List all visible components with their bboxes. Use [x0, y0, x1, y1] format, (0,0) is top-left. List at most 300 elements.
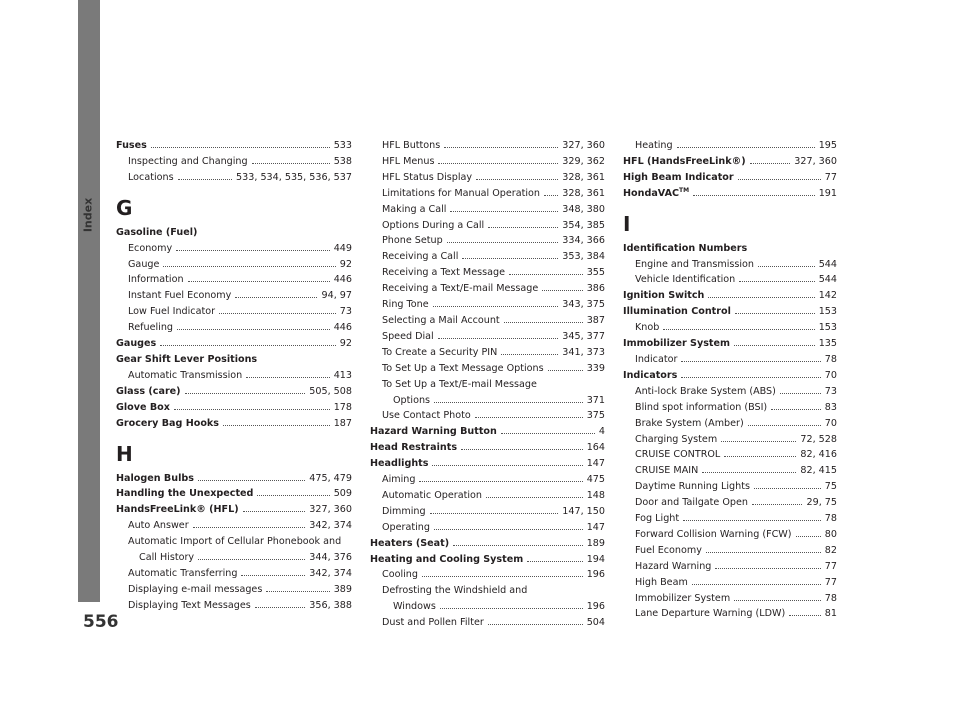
entry-label: [128, 154, 248, 170]
index-entry: [370, 440, 605, 456]
entry-label: [635, 272, 735, 288]
dot-leader: [198, 551, 305, 560]
index-subentry: [623, 320, 837, 336]
entry-label-text: Call History: [139, 552, 195, 564]
entry-label-text: Vehicle Identification: [635, 274, 736, 286]
page-references: 504: [586, 617, 605, 629]
page-references: 354, 385: [562, 219, 605, 231]
entry-label: [382, 408, 471, 424]
entry-label: [128, 241, 172, 257]
page-references: 329, 362: [562, 155, 605, 167]
index-subentry: [116, 241, 352, 257]
page-references: 475, 479: [309, 472, 352, 484]
index-subentry: [623, 495, 837, 511]
index-subentry: [623, 511, 837, 527]
page-references: 73: [339, 306, 352, 318]
dot-leader: [193, 519, 306, 528]
index-subentry: [370, 186, 605, 202]
entry-label: [635, 400, 767, 416]
entry-label: [128, 582, 262, 598]
index-subentry: [116, 257, 352, 273]
entry-label: [635, 527, 792, 543]
entry-label-text: Fog Light: [635, 513, 680, 525]
dot-leader: [693, 187, 815, 196]
entry-label-text: Daytime Running Lights: [635, 481, 750, 493]
page-references: 353, 384: [562, 251, 605, 263]
page-references: 355: [586, 267, 605, 279]
page-references: 449: [333, 242, 352, 254]
index-subentry: [623, 138, 837, 154]
index-subentry: [623, 559, 837, 575]
entry-label-text: Glove Box: [116, 401, 170, 413]
dot-leader: [677, 139, 815, 148]
dot-leader: [789, 607, 821, 616]
index-subentry: [116, 170, 352, 186]
dot-leader: [681, 369, 820, 378]
entry-label-text: Heating: [635, 140, 673, 151]
index-subentry: [370, 202, 605, 218]
entry-label: [635, 138, 673, 154]
index-entry: [623, 368, 837, 384]
index-subentry: [623, 257, 837, 273]
entry-label: [635, 511, 679, 527]
index-subentry: [370, 281, 605, 297]
entry-label: [370, 456, 428, 472]
entry-label-text: Economy: [128, 242, 173, 254]
index-subentry: [370, 138, 605, 154]
index-entry: [116, 384, 352, 400]
index-subentry: [370, 170, 605, 186]
index-subentry: [116, 304, 352, 320]
entry-label-text: Halogen Bulbs: [116, 472, 194, 484]
entry-label: [635, 320, 659, 336]
entry-label-text: CRUISE CONTROL: [635, 449, 721, 461]
index-subentry: [116, 518, 352, 534]
dot-leader: [754, 480, 821, 489]
page-references: 72, 528: [800, 433, 837, 445]
index-subentry: [370, 599, 605, 615]
entry-label: [128, 518, 189, 534]
entry-label-text: Ignition Switch: [623, 290, 705, 302]
dot-leader: [758, 258, 815, 267]
index-entry: [116, 502, 352, 518]
entry-label: [393, 393, 430, 409]
page-references: 164: [586, 442, 605, 454]
entry-label: [128, 320, 173, 336]
dot-leader: [771, 401, 821, 410]
entry-label: [382, 281, 538, 297]
entry-label: [623, 304, 731, 320]
index-subentry: [623, 591, 837, 607]
index-entry: [623, 304, 837, 320]
dot-leader: [462, 250, 558, 259]
entry-label-text: Instant Fuel Economy: [128, 290, 232, 302]
dot-leader: [739, 273, 814, 282]
dot-leader: [501, 346, 558, 355]
dot-leader: [450, 203, 558, 212]
dot-leader: [527, 553, 582, 562]
page-references: 4: [598, 426, 605, 438]
page-references: 189: [586, 537, 605, 549]
page-number: 556: [83, 612, 119, 632]
dot-leader: [266, 583, 329, 592]
entry-label-text: Options During a Call: [382, 219, 485, 231]
dot-leader: [241, 567, 305, 576]
dot-leader: [434, 521, 583, 530]
entry-label-text: Forward Collision Warning (FCW): [635, 528, 792, 540]
dot-leader: [748, 417, 821, 426]
page-references: 92: [339, 258, 352, 270]
dot-leader: [475, 409, 583, 418]
index-subentry: [623, 352, 837, 368]
index-column-2: [370, 138, 605, 631]
index-entry: [370, 536, 605, 552]
page-references: 153: [818, 306, 837, 318]
entry-label: [635, 606, 785, 622]
dot-leader: [257, 487, 329, 496]
entry-label: [635, 495, 748, 511]
entry-label: [116, 486, 253, 502]
dot-leader: [735, 305, 815, 314]
entry-label: [116, 384, 181, 400]
entry-label: [635, 559, 711, 575]
dot-leader: [174, 401, 330, 410]
entry-label: [128, 288, 231, 304]
dot-leader: [488, 616, 583, 625]
page-references: 81: [824, 608, 837, 620]
dot-leader: [430, 505, 559, 514]
entry-label-text: Brake System (Amber): [635, 417, 744, 429]
entry-label-text: Auto Answer: [128, 520, 189, 532]
page-references: 328, 361: [562, 171, 605, 183]
index-entry: [370, 552, 605, 568]
dot-leader: [160, 337, 336, 346]
entry-label-text: Displaying Text Messages: [128, 599, 251, 611]
index-subentry: [370, 265, 605, 281]
entry-label: [623, 170, 734, 186]
index-entry: [116, 416, 352, 432]
dot-leader: [252, 155, 330, 164]
entry-label-text: Use Contact Photo: [382, 410, 471, 422]
dot-leader: [178, 171, 232, 180]
entry-label-text: Heating and Cooling System: [370, 553, 524, 565]
dot-leader: [433, 298, 559, 307]
dot-leader: [544, 187, 558, 196]
index-subentry: [370, 218, 605, 234]
page-references: 475: [586, 474, 605, 486]
dot-leader: [453, 537, 583, 546]
page-references: 341, 373: [562, 346, 605, 358]
page-references: 147: [586, 521, 605, 533]
entry-label-text: To Create a Security PIN: [382, 346, 498, 358]
entry-label: [382, 520, 430, 536]
entry-label: [116, 400, 170, 416]
page-references: 178: [333, 401, 352, 413]
entry-label-text: Immobilizer System: [623, 338, 731, 350]
dot-leader: [438, 155, 558, 164]
index-entry: [623, 170, 837, 186]
index-subentry: [370, 297, 605, 313]
entry-label-text: To Set Up a Text Message Options: [382, 362, 544, 374]
entry-label-text: Hazard Warning: [635, 560, 712, 572]
index-letter-heading: I: [623, 211, 631, 236]
index-subentry: [370, 567, 605, 583]
index-subentry: [623, 479, 837, 495]
entry-label-text: Refueling: [128, 322, 173, 334]
entry-label: [370, 536, 449, 552]
entry-label-text: Illumination Control: [623, 306, 731, 318]
dot-leader: [501, 425, 595, 434]
index-entry: [116, 400, 352, 416]
index-subentry: [116, 320, 352, 336]
entry-label-text: Charging System: [635, 433, 718, 445]
entry-label: [382, 170, 472, 186]
index-subentry: [623, 384, 837, 400]
index-side-tab: [78, 0, 100, 602]
entry-label: [382, 154, 434, 170]
index-subentry: [370, 408, 605, 424]
page-references: 147: [586, 458, 605, 470]
page-references: 78: [824, 592, 837, 604]
page-references: 533, 534, 535, 536, 537: [236, 171, 352, 183]
dot-leader: [752, 496, 802, 505]
dot-leader: [434, 394, 583, 403]
page-references: 196: [586, 569, 605, 581]
page-references: 342, 374: [309, 520, 352, 532]
dot-leader: [255, 599, 306, 608]
entry-label: [382, 313, 500, 329]
entry-label: [623, 368, 677, 384]
entry-label-text: Options: [393, 394, 431, 406]
entry-label-text: Headlights: [370, 458, 429, 470]
page-references: 83: [824, 401, 837, 413]
dot-leader: [185, 385, 306, 394]
page-references: 77: [824, 576, 837, 588]
entry-label-text: Indicators: [623, 369, 678, 381]
entry-label-text: Grocery Bag Hooks: [116, 417, 220, 429]
dot-leader: [223, 417, 330, 426]
entry-label: [382, 138, 440, 154]
page-references: 73: [824, 385, 837, 397]
dot-leader: [734, 592, 821, 601]
dot-leader: [663, 321, 814, 330]
entry-label-text: HFL Status Display: [382, 171, 473, 183]
entry-label-text: Head Restraints: [370, 442, 458, 454]
page-references: 328, 361: [562, 187, 605, 199]
page-references: 77: [824, 560, 837, 572]
dot-leader: [542, 282, 582, 291]
page-references: 342, 374: [309, 567, 352, 579]
page-references: 187: [333, 417, 352, 429]
trademark-superscript: TM: [679, 186, 690, 194]
page-references: 413: [333, 369, 352, 381]
page-references: 77: [824, 171, 837, 183]
entry-label-text: Information: [128, 274, 184, 286]
dot-leader: [681, 353, 820, 362]
entry-label: [128, 272, 184, 288]
entry-label-text: Door and Tailgate Open: [635, 497, 749, 509]
page-references: 147, 150: [562, 505, 605, 517]
index-subentry: [370, 313, 605, 329]
dot-leader: [476, 171, 558, 180]
entry-label: [128, 257, 159, 273]
index-column-3: [623, 138, 837, 622]
entry-label-text: Glass (care): [116, 385, 181, 397]
dot-leader: [243, 503, 306, 512]
dot-leader: [419, 473, 582, 482]
dot-leader: [198, 472, 305, 481]
entry-label-text: Operating: [382, 521, 430, 533]
entry-label-text: Receiving a Call: [382, 251, 459, 263]
page-references: 70: [824, 369, 837, 381]
page-references: 142: [818, 290, 837, 302]
dot-leader: [176, 242, 330, 251]
entry-label: [116, 471, 194, 487]
page-references: 371: [586, 394, 605, 406]
index-subentry: [116, 272, 352, 288]
page-references: 446: [333, 274, 352, 286]
page-references: 339: [586, 362, 605, 374]
dot-leader: [422, 568, 583, 577]
entry-label-text: Cooling: [382, 569, 418, 581]
page-references: 509: [333, 488, 352, 500]
entry-label: [382, 297, 429, 313]
entry-label: [382, 615, 484, 631]
entry-label: [382, 504, 426, 520]
page-references: 82, 416: [800, 449, 837, 461]
index-subentry: [370, 249, 605, 265]
dot-leader: [738, 171, 821, 180]
entry-label: [635, 479, 750, 495]
entry-label-text: Hazard Warning Button: [370, 426, 497, 438]
index-subentry: [116, 566, 352, 582]
entry-label: [635, 416, 744, 432]
index-entry-heading: Gasoline (Fuel): [116, 226, 198, 238]
index-entry: [370, 424, 605, 440]
entry-label: [623, 154, 746, 170]
index-subentry: [116, 288, 352, 304]
dot-leader: [188, 273, 330, 282]
entry-label: [635, 591, 730, 607]
entry-label: [128, 170, 174, 186]
entry-label-text: High Beam: [635, 576, 688, 588]
entry-label-text: Handling the Unexpected: [116, 488, 254, 500]
dot-leader: [715, 560, 820, 569]
page-references: 544: [818, 274, 837, 286]
index-subentry: [116, 368, 352, 384]
index-subentry: [370, 361, 605, 377]
entry-label-text: Low Fuel Indicator: [128, 306, 216, 318]
entry-label: [128, 566, 237, 582]
page-references: 538: [333, 155, 352, 167]
index-subentry: [370, 154, 605, 170]
entry-label-text: Displaying e-mail messages: [128, 583, 263, 595]
index-entry-heading: Gear Shift Lever Positions: [116, 353, 258, 365]
dot-leader: [447, 234, 559, 243]
page-references: 80: [824, 528, 837, 540]
entry-label-text: Gauge: [128, 258, 160, 270]
page-references: 194: [586, 553, 605, 565]
page-references: 82: [824, 544, 837, 556]
page-references: 78: [824, 513, 837, 525]
index-entry: [116, 138, 352, 154]
entry-label: [635, 447, 720, 463]
page-references: 94, 97: [321, 290, 352, 302]
page-references: 70: [824, 417, 837, 429]
dot-leader: [246, 369, 329, 378]
entry-label-text: Anti-lock Brake System (ABS): [635, 385, 776, 397]
entry-label: [382, 488, 482, 504]
entry-label-text: Windows: [393, 601, 436, 613]
dot-leader: [461, 441, 583, 450]
index-subentry: [623, 575, 837, 591]
entry-label: [370, 424, 497, 440]
index-subentry: [623, 463, 837, 479]
page-references: 196: [586, 601, 605, 613]
dot-leader: [432, 457, 582, 466]
entry-label-text: High Beam Indicator: [623, 171, 734, 183]
page-references: 78: [824, 353, 837, 365]
dot-leader: [235, 289, 317, 298]
dot-leader: [438, 330, 559, 339]
entry-label-text: Receiving a Text/E-mail Message: [382, 283, 539, 295]
entry-label-text: HFL Menus: [382, 155, 435, 167]
page-references: 148: [586, 489, 605, 501]
index-entry: [370, 456, 605, 472]
dot-leader: [440, 600, 583, 609]
page-references: 386: [586, 283, 605, 295]
page-references: 533: [333, 140, 352, 151]
page-references: 343, 375: [562, 299, 605, 311]
entry-label-text: Inspecting and Changing: [128, 155, 248, 167]
entry-label: [635, 257, 754, 273]
dot-leader: [486, 489, 583, 498]
entry-label: [128, 598, 251, 614]
index-subentry: [623, 543, 837, 559]
entry-label-text: CRUISE MAIN: [635, 465, 699, 477]
dot-leader: [702, 464, 796, 473]
entry-label: [382, 202, 446, 218]
entry-label-text: Immobilizer System: [635, 592, 731, 604]
entry-label: [382, 265, 505, 281]
entry-label: [382, 329, 434, 345]
entry-label: [635, 463, 698, 479]
page-references: 387: [586, 314, 605, 326]
page-references: 356, 388: [309, 599, 352, 611]
entry-label-text: Lane Departure Warning (LDW): [635, 608, 786, 620]
entry-label-text: Fuses: [116, 140, 147, 151]
index-column-1: [116, 138, 352, 614]
page-references: 375: [586, 410, 605, 422]
index-entry: [623, 186, 837, 202]
entry-label-text: Gauges: [116, 338, 157, 350]
dot-leader: [750, 155, 791, 164]
index-subentry: [370, 488, 605, 504]
index-subentry: [623, 432, 837, 448]
entry-label-text: HFL (HandsFreeLink®): [623, 155, 746, 167]
entry-label: [116, 416, 219, 432]
dot-leader: [780, 385, 821, 394]
index-subentry: [623, 527, 837, 543]
index-subentry: [370, 345, 605, 361]
page-references: 327, 360: [309, 504, 352, 516]
page-references: 75: [824, 481, 837, 493]
dot-leader: [683, 512, 821, 521]
dot-leader: [444, 139, 558, 148]
index-subentry: [370, 472, 605, 488]
dot-leader: [721, 433, 796, 442]
page-references: 92: [339, 338, 352, 350]
